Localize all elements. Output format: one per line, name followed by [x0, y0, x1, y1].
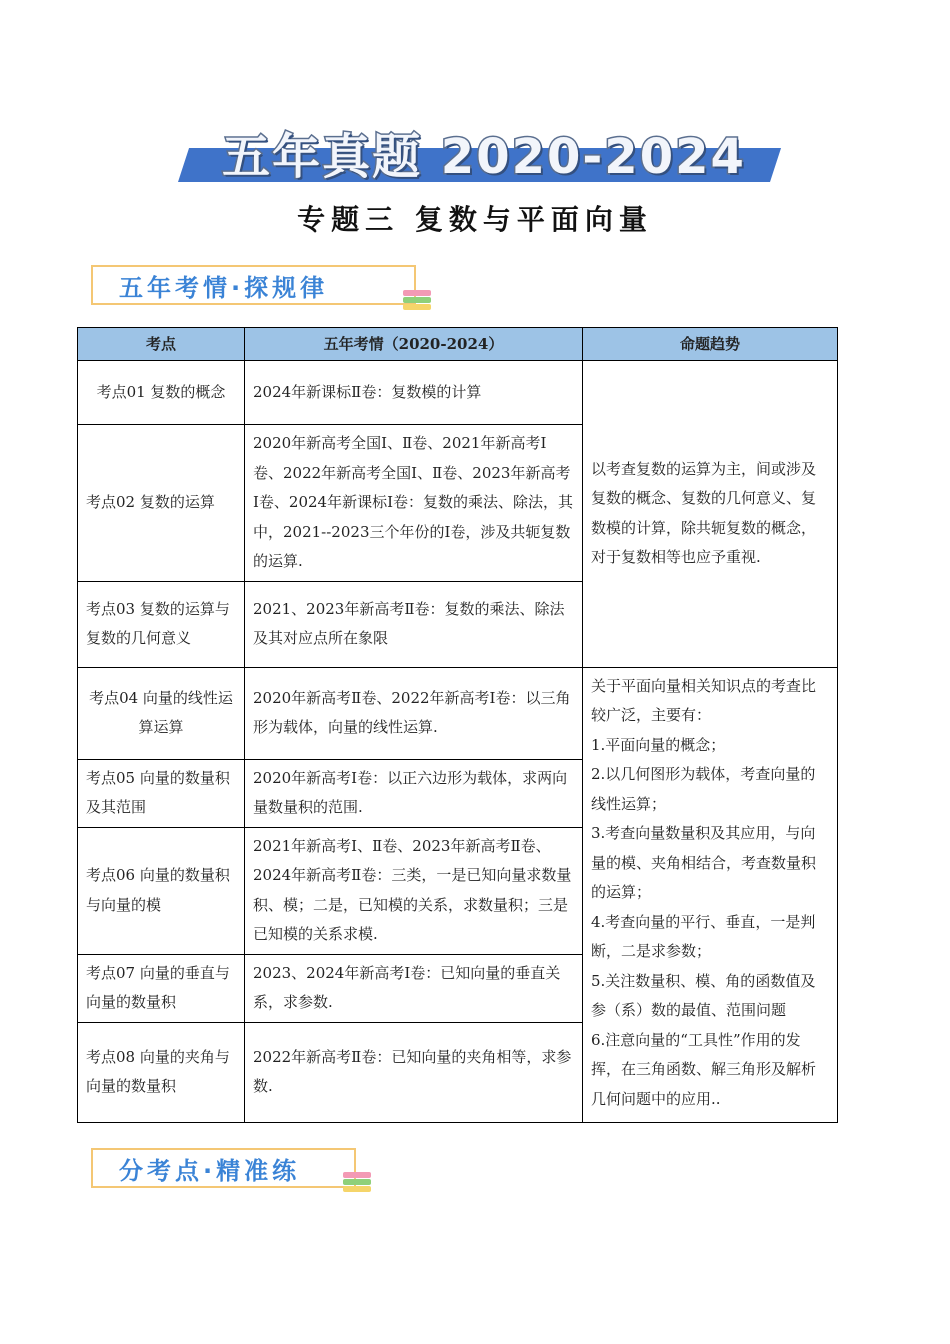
- point-cell: 考点08 向量的夹角与向量的数量积: [78, 1022, 245, 1122]
- books-icon: [403, 290, 433, 312]
- trend-line: 关于平面向量相关知识点的考查比较广泛，主要有：: [591, 676, 817, 724]
- table-row: [78, 361, 838, 425]
- trend-line: 5.关注数量积、模、角的函数值及参（系）数的最值、范围问题: [591, 971, 816, 1019]
- detail-cell: 2021、2023年新高考Ⅱ卷：复数的乘法、除法及其对应点所在象限: [245, 581, 583, 667]
- detail-cell: 2020年新高考Ⅰ卷：以正六边形为载体，求两向量数量积的范围.: [245, 759, 583, 827]
- trend-complex-cell: 以考查复数的运算为主，间或涉及复数的概念、复数的几何意义、复数模的计算，除共轭复数的概念，对于复数相等也应予重视.: [583, 361, 838, 668]
- trend-line: 2.以几何图形为载体，考查向量的线性运算；: [591, 765, 816, 813]
- trend-line: 1.平面向量的概念；: [591, 735, 726, 754]
- point-cell: 考点01 复数的概念: [78, 361, 245, 425]
- trend-line: 4.考查向量的平行、垂直，一是判断，二是求参数；: [591, 912, 816, 960]
- header-point: 考点: [78, 328, 245, 361]
- point-cell: 考点02 复数的运算: [78, 425, 245, 582]
- section-label-exam-analysis: [91, 265, 416, 305]
- table-header-row: [78, 328, 838, 361]
- header-five-years: 五年考情（2020-2024）: [245, 328, 583, 361]
- books-icon: [343, 1172, 373, 1194]
- section-label-text: 分考点·精准练: [119, 1156, 301, 1185]
- detail-cell: 2020年新高考Ⅱ卷、2022年新高考Ⅰ卷：以三角形为载体，向量的线性运算.: [245, 667, 583, 759]
- point-cell: 考点03 复数的运算与复数的几何意义: [78, 581, 245, 667]
- detail-cell: 2024年新课标Ⅱ卷：复数模的计算: [245, 361, 583, 425]
- detail-cell: 2023、2024年新高考Ⅰ卷：已知向量的垂直关系，求参数.: [245, 954, 583, 1022]
- table-row: [78, 667, 838, 759]
- detail-cell: 2020年新高考全国Ⅰ、Ⅱ卷、2021年新高考Ⅰ卷、2022年新高考全国Ⅰ、Ⅱ卷、2023年新高考Ⅰ卷、2024年新课标Ⅰ卷：复数的乘法、除法，其中，2021--2023三个年份的Ⅰ卷，涉及共轭复数的运算.: [245, 425, 583, 582]
- section-label-practice: [91, 1148, 356, 1188]
- trend-vector-cell: [583, 667, 838, 1122]
- page-subtitle: 专题三 复数与平面向量: [297, 203, 653, 236]
- header-trend: 命题趋势: [583, 328, 838, 361]
- trend-line: 3.考查向量数量积及其应用，与向量的模、夹角相结合，考查数量积的运算；: [591, 824, 817, 901]
- section-label-text: 五年考情·探规律: [119, 273, 329, 302]
- point-cell: 考点05 向量的数量积及其范围: [78, 759, 245, 827]
- exam-analysis-table: [77, 327, 838, 1123]
- point-cell: 考点04 向量的线性运算运算: [78, 667, 245, 759]
- title-banner: [178, 118, 770, 186]
- trend-line: 6.注意向量的“工具性”作用的发挥，在三角函数、解三角形及解析几何问题中的应用..: [591, 1030, 817, 1108]
- point-cell: 考点07 向量的垂直与向量的数量积: [78, 954, 245, 1022]
- point-cell: 考点06 向量的数量积与向量的模: [78, 827, 245, 954]
- detail-cell: 2021年新高考Ⅰ、Ⅱ卷、2023年新高考Ⅱ卷、2024年新高考Ⅱ卷：三类，一是已知向量求数量积、模；二是，已知模的关系，求数量积；三是已知模的关系求模.: [245, 827, 583, 954]
- detail-cell: 2022年新高考Ⅱ卷：已知向量的夹角相等，求参数.: [245, 1022, 583, 1122]
- banner-title: 五年真题 2020-2024: [222, 129, 746, 185]
